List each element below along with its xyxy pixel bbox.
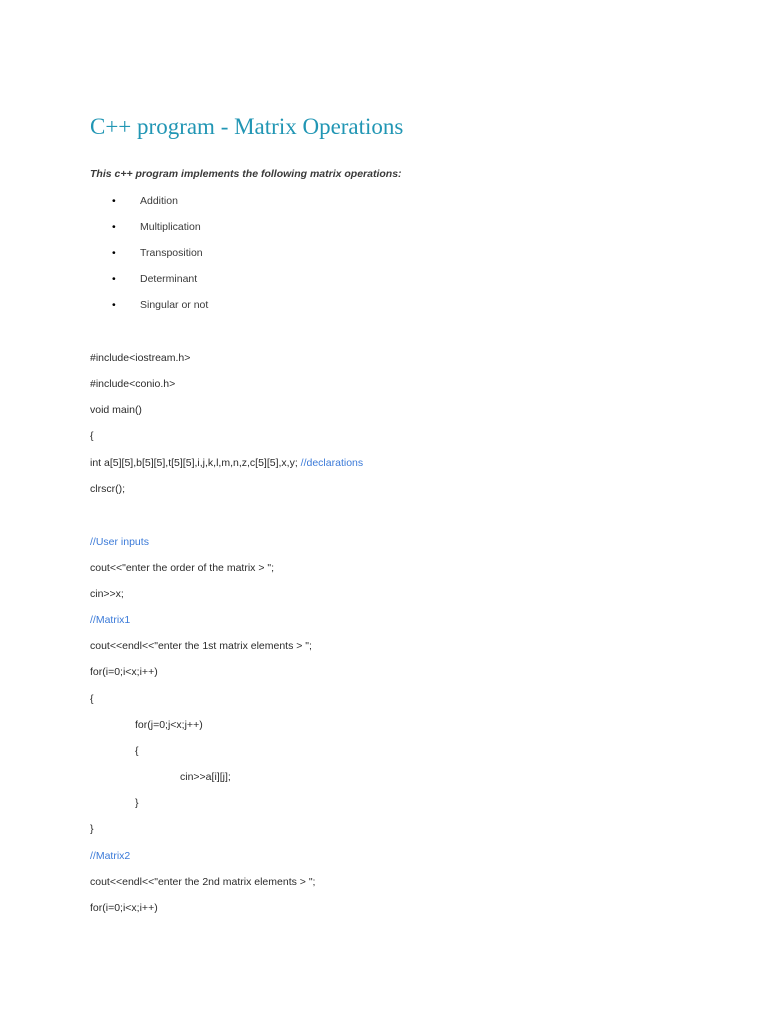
code-void-main: void main() [90,404,142,416]
code-for-i-2: for(i=0;i<x;i++) [90,902,158,914]
code-include-iostream: #include<iostream.h> [90,352,191,364]
code-cin-x: cin>>x; [90,588,124,600]
code-cout-matrix2: cout<<endl<<"enter the 2nd matrix elements > "; [90,876,316,888]
bullet-icon: • [112,273,116,285]
code-open-brace-1: { [90,693,94,705]
code-close-brace-1: } [90,823,94,835]
code-comment-matrix1: //Matrix1 [90,614,131,626]
bullet-icon: • [112,221,116,233]
code-cout-order: cout<<"enter the order of the matrix > "; [90,562,275,574]
bullet-icon: • [112,247,116,259]
code-open-brace: { [90,430,94,442]
bullet-icon: • [112,195,116,207]
code-for-j-1: for(j=0;j<x;j++) [135,719,203,731]
code-include-conio: #include<conio.h> [90,378,176,390]
code-declarations: int a[5][5],b[5][5],t[5][5],i,j,k,l,m,n,z,c[5][5],x,y; [90,457,301,469]
list-item-label: Determinant [140,273,198,285]
code-close-brace-inner-1: } [135,797,139,809]
code-declarations-line [90,457,363,469]
intro-text: This c++ program implements the following matrix operations: [90,168,402,180]
list-item-label: Transposition [140,247,203,259]
code-clrscr: clrscr(); [90,483,125,495]
code-comment-declarations: //declarations [300,457,364,469]
code-open-brace-inner-1: { [135,745,139,757]
bullet-icon: • [112,299,116,311]
list-item-label: Addition [140,195,178,207]
page-title: C++ program - Matrix Operations [90,114,404,139]
code-for-i-1: for(i=0;i<x;i++) [90,666,158,678]
list-item-label: Singular or not [140,299,209,311]
code-cout-matrix1: cout<<endl<<"enter the 1st matrix elements > "; [90,640,312,652]
code-comment-matrix2: //Matrix2 [90,850,131,862]
code-comment-user-inputs: //User inputs [90,536,149,548]
list-item-label: Multiplication [140,221,201,233]
code-cin-a: cin>>a[i][j]; [180,771,231,783]
